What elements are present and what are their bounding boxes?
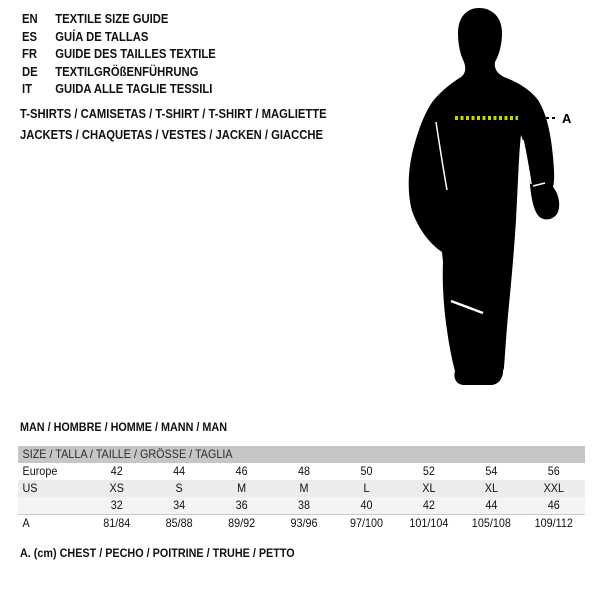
language-row-es — [22, 29, 328, 47]
table-cell: 46 — [235, 464, 248, 478]
language-code: EN — [22, 12, 38, 26]
size-table-header: SIZE / TALLA / TAILLE / GRÖSSE / TAGLIA — [18, 446, 585, 463]
table-cell: 34 — [173, 498, 186, 512]
row-label — [18, 497, 86, 514]
table-cell: 89/92 — [228, 516, 256, 530]
table-cell: M — [299, 481, 309, 495]
category-tshirts: T-SHIRTS / CAMISETAS / T-SHIRT / T-SHIRT / MAGLIETTE — [20, 107, 327, 121]
language-text: GUIDE DES TAILLES TEXTILE — [55, 47, 216, 61]
table-cell: 81/84 — [103, 516, 131, 530]
row-label: A — [22, 516, 30, 530]
size-table — [18, 446, 585, 532]
language-row-de — [22, 64, 328, 82]
language-text: TEXTILGRÖßENFÜHRUNG — [55, 64, 199, 79]
table-cell: 36 — [235, 498, 248, 512]
table-row-us — [18, 480, 585, 497]
table-cell: 48 — [298, 464, 311, 478]
table-cell: 52 — [422, 464, 435, 478]
table-cell: XXL — [543, 481, 564, 495]
category-list — [20, 104, 398, 146]
table-cell: 54 — [485, 464, 498, 478]
table-row-numeric — [18, 497, 585, 515]
row-label: Europe — [22, 464, 58, 478]
table-cell: 44 — [173, 464, 186, 478]
measurement-diagram — [398, 0, 600, 412]
table-cell: 56 — [547, 464, 560, 478]
table-cell: 50 — [360, 464, 373, 478]
language-code: ES — [22, 29, 38, 44]
table-row-chest-a — [18, 515, 585, 532]
man-silhouette-shape — [409, 8, 559, 385]
table-cell: M — [237, 481, 247, 495]
table-cell: 85/88 — [165, 516, 193, 530]
language-text: GUIDA ALLE TAGLIE TESSILI — [55, 82, 213, 96]
table-cell: 97/100 — [349, 516, 383, 530]
measurement-footnote: A. (cm) CHEST / PECHO / POITRINE / TRUHE / PETTO — [20, 546, 295, 560]
language-row-it — [22, 81, 328, 99]
language-code: FR — [22, 47, 38, 61]
table-cell: XL — [484, 481, 498, 495]
table-cell: 93/96 — [290, 516, 318, 530]
language-text: TEXTILE SIZE GUIDE — [55, 12, 169, 26]
table-cell: L — [363, 481, 370, 495]
table-cell: S — [175, 481, 183, 495]
language-code: DE — [22, 64, 38, 79]
table-cell: 42 — [422, 498, 435, 512]
language-row-fr — [22, 46, 328, 64]
category-jackets: JACKETS / CHAQUETAS / VESTES / JACKEN / GIACCHE — [20, 128, 323, 142]
table-cell: 105/108 — [471, 516, 511, 530]
table-cell: 38 — [298, 498, 311, 512]
man-silhouette — [398, 0, 600, 412]
language-text: GUÍA DE TALLAS — [55, 29, 149, 44]
table-cell: 46 — [547, 498, 560, 512]
language-row-en — [22, 11, 328, 29]
table-cell: 32 — [110, 498, 123, 512]
table-cell: XL — [422, 481, 436, 495]
row-label: US — [22, 481, 38, 495]
language-list — [22, 11, 328, 99]
table-cell: 44 — [485, 498, 498, 512]
table-cell: 40 — [360, 498, 373, 512]
table-cell: 101/104 — [409, 516, 449, 530]
table-cell: 109/112 — [534, 516, 573, 530]
table-cell: 42 — [110, 464, 123, 478]
section-title-man: MAN / HOMBRE / HOMME / MANN / MAN — [20, 420, 227, 434]
table-cell: XS — [109, 481, 124, 495]
table-row-europe — [18, 463, 585, 480]
measurement-label-a: A — [562, 111, 572, 126]
language-code: IT — [22, 82, 32, 96]
